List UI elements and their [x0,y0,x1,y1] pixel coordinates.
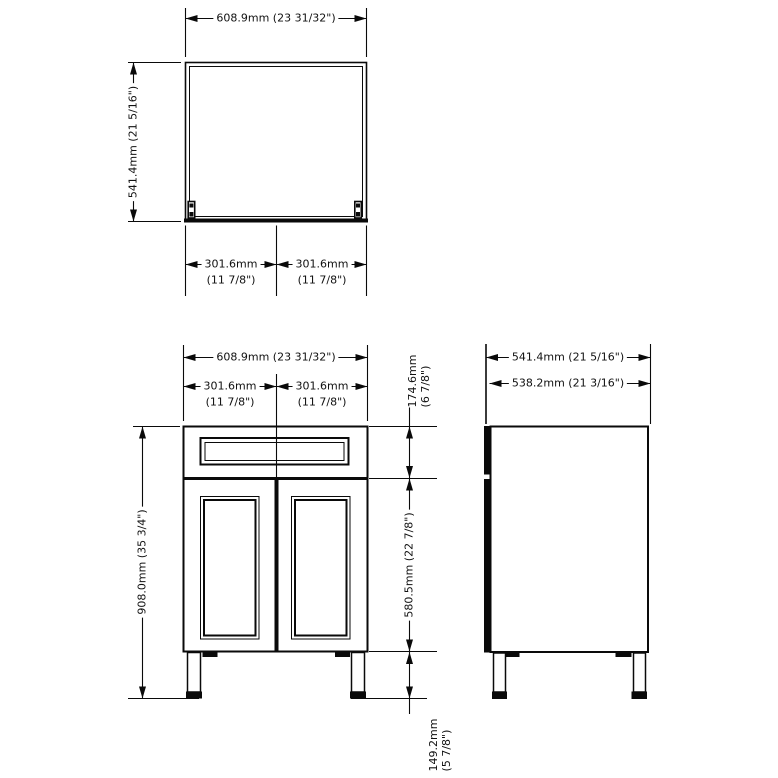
front-left-door-in-label: (11 7/8") [203,396,258,409]
front-right-door-mm-label: 301.6mm [293,380,352,393]
front-right-door-in-label: (11 7/8") [295,396,350,409]
side-view-outline [491,427,649,653]
top-view-dimensions [128,8,367,296]
front-right-leg [352,653,365,693]
side-back-foot [632,692,648,700]
front-view-height-label: 908.0mm (35 3/4") [136,506,149,617]
leg-mount-pad [506,653,520,658]
side-front-leg [494,653,506,692]
top-view-right-half-in-label: (11 7/8") [295,274,350,287]
side-view-overall-depth-label: 541.4mm (21 5/16") [509,351,627,364]
top-view [184,63,368,222]
side-front-foot [492,692,507,700]
drawer-height-label [406,355,432,408]
front-left-leg [188,653,201,693]
leg-height-mm: 149.2mm [427,718,440,772]
front-right-foot [350,692,366,699]
top-view-outline [186,63,367,222]
leg-height-label [427,719,453,772]
side-view [484,426,648,699]
side-back-leg [634,653,646,692]
front-view-width-label: 608.9mm (23 31/32") [213,351,338,364]
drawer-front-profile [484,426,490,475]
hinge-left-pin [189,212,193,217]
hinge-right-pin [356,212,360,217]
drawer-height-in: (6 7/8") [419,365,432,408]
top-view-inner-panel-line [190,67,363,217]
top-view-depth-label: 541.4mm (21 5/16") [127,83,140,201]
leg-mount-pad [335,653,350,658]
top-view-left-half-mm-label: 301.6mm [202,258,261,271]
front-left-door-mm-label: 301.6mm [201,380,260,393]
front-left-foot [186,692,202,699]
top-view-left-half-in-label: (11 7/8") [204,274,259,287]
leg-mount-pad [616,653,632,658]
drawer-height-mm: 174.6mm [406,354,419,408]
side-view-body-depth-label: 538.2mm (21 3/16") [509,377,627,390]
top-view-right-half-mm-label: 301.6mm [293,258,352,271]
right-door-panel [295,500,347,636]
right-door-panel-outer [292,497,351,640]
hinge-right-pin [356,204,360,208]
left-door-panel [204,500,256,636]
drawer-front-inner [205,443,344,461]
leg-mount-pad [203,653,218,658]
top-view-width-label: 608.9mm (23 31/32") [213,12,338,25]
left-door-panel-outer [201,497,260,640]
leg-height-in: (5 7/8") [440,729,453,772]
front-view [183,427,368,699]
front-view-dimensions [128,345,437,714]
hinge-left-pin [189,204,193,208]
door-front-profile [484,479,490,653]
door-height-label: 580.5mm (22 7/8") [403,509,416,620]
